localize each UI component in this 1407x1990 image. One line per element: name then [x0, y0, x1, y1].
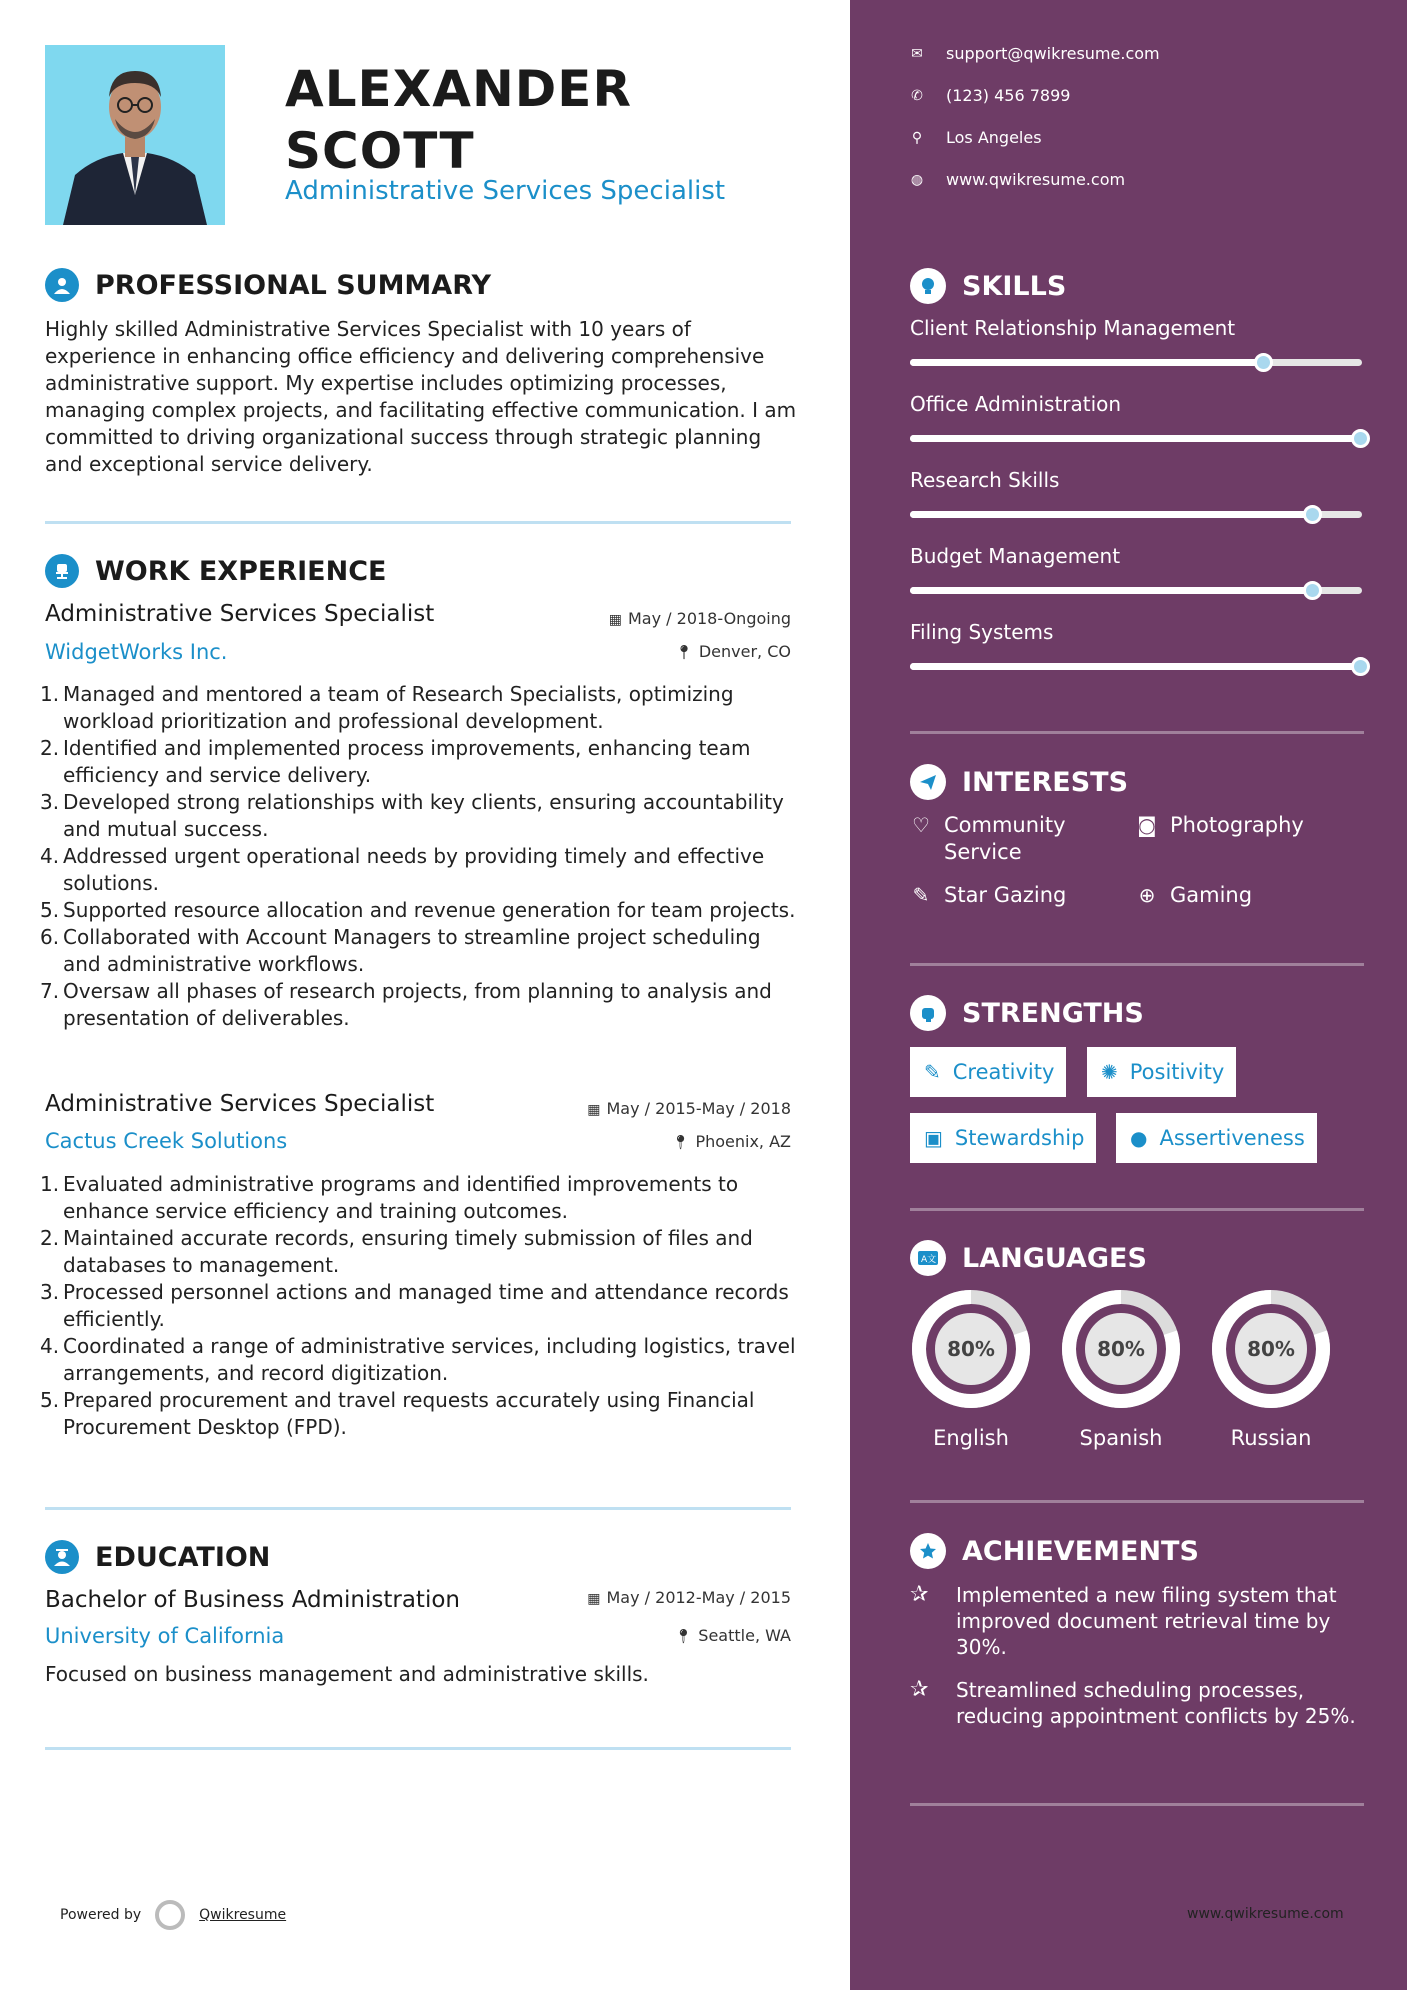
language-name: Spanish: [1079, 1426, 1163, 1450]
summary-text: Highly skilled Administrative Services Specialist with 10 years of experience in enhancing office efficiency and delivering comprehensive administrative support. My expertise includes optimizing processes, managing complex projects, and facilitating effective communication. I am committed to driving organizational success through strategic planning and exceptional service delivery.: [45, 317, 797, 476]
skill-bar-knob: [1351, 429, 1370, 448]
paper-plane-icon: [910, 764, 946, 800]
contact-website[interactable]: ◍ www.qwikresume.com: [910, 170, 1126, 189]
user-icon: [45, 268, 79, 302]
pin-icon: 📍︎: [674, 1629, 693, 1645]
name-line-1: ALEXANDER: [285, 60, 632, 118]
skill-bar-fill: [910, 511, 1312, 518]
list-item: 1. Managed and mentored a team of Research Specialists, optimizing workload prioritization and professional development.: [40, 682, 734, 733]
languages-title: LANGUAGES: [962, 1242, 1147, 1274]
skills-title: SKILLS: [962, 270, 1067, 302]
achievements-title: ACHIEVEMENTS: [962, 1535, 1199, 1567]
skill-bar-knob: [1303, 581, 1322, 600]
divider: [910, 1803, 1364, 1806]
name-line-2: SCOTT: [285, 122, 475, 180]
list-item: 6. Collaborated with Account Managers to streamline project scheduling and administrative workflows.: [40, 925, 761, 976]
job-title: Administrative Services Specialist: [45, 601, 435, 627]
achievement-item: ✰ Streamlined scheduling processes, reducing appointment conflicts by 25%.: [910, 1677, 1356, 1728]
divider: [45, 1507, 791, 1510]
education-heading: [45, 1540, 270, 1574]
star-icon: ✰: [910, 1582, 929, 1607]
skills-heading: [910, 268, 1066, 304]
list-item: 1. Evaluated administrative programs and identified improvements to enhance service efficiency and training outcomes.: [40, 1172, 739, 1223]
skill-bar-fill: [910, 663, 1362, 670]
achievement-item: ✰ Implemented a new filing system that improved document retrieval time by 30%.: [910, 1582, 1337, 1659]
candidate-role: Administrative Services Specialist: [285, 176, 726, 206]
contact-phone[interactable]: ✆ (123) 456 7899: [911, 86, 1071, 105]
calendar-icon: ▦: [608, 612, 622, 628]
degree: Bachelor of Business Administration: [45, 1587, 460, 1613]
list-item: 5. Supported resource allocation and revenue generation for team projects.: [40, 898, 796, 922]
language-ring: [910, 1288, 1032, 1410]
job-company: Cactus Creek Solutions: [45, 1129, 288, 1153]
skill-label: Research Skills: [910, 468, 1060, 492]
skill-bar: [910, 587, 1362, 594]
briefcase-icon: ▣: [924, 1126, 943, 1150]
star-icon: ✰: [910, 1677, 929, 1702]
globe-icon: ◍: [910, 171, 924, 188]
divider: [910, 731, 1364, 734]
calendar-icon: ▦: [587, 1102, 601, 1118]
list-item: 5. Prepared procurement and travel requests accurately using Financial Procurement Desktop (FPD).: [40, 1388, 755, 1439]
strength-assertiveness: ● Assertiveness: [1116, 1113, 1317, 1163]
skill-label: Client Relationship Management: [910, 316, 1236, 340]
paintbrush-icon: ✎: [924, 1060, 941, 1084]
education-title: EDUCATION: [95, 1541, 271, 1573]
divider: [45, 1747, 791, 1750]
list-item: 2. Identified and implemented process improvements, enhancing team efficiency and service delivery.: [40, 736, 751, 787]
divider: [910, 1208, 1364, 1211]
language-percent: 80%: [1247, 1337, 1295, 1361]
qwikresume-logo-icon: [155, 1900, 185, 1930]
skill-bar-knob: [1254, 353, 1273, 372]
avatar: [45, 45, 225, 225]
profile-photo: [45, 45, 225, 225]
language-percent: 80%: [1097, 1337, 1145, 1361]
powered-by-label: Powered by: [60, 1907, 142, 1923]
skill-bar: [910, 435, 1362, 442]
graduate-icon: [45, 1540, 79, 1574]
list-item: 3. Developed strong relationships with key clients, ensuring accountability and mutual success.: [40, 790, 784, 841]
interest-photography: ◙ Photography: [1137, 813, 1304, 837]
handshake-icon: ♡: [912, 813, 930, 837]
language-spanish: [1060, 1288, 1182, 1450]
pin-icon: 📍︎: [671, 1135, 690, 1151]
job-bullets: [40, 681, 800, 1032]
gamepad-icon: ⊕: [1138, 883, 1156, 907]
job-title: Administrative Services Specialist: [45, 1091, 435, 1117]
svg-text:A文: A文: [921, 1255, 937, 1265]
language-ring: [1210, 1288, 1332, 1410]
gear-icon: ✺: [1101, 1060, 1118, 1084]
qwikresume-link[interactable]: Qwikresume: [199, 1907, 287, 1923]
envelope-icon: ✉: [911, 45, 923, 62]
powered-by: [60, 1900, 286, 1930]
language-english: [910, 1288, 1032, 1450]
phone-icon: ✆: [911, 87, 923, 104]
exclamation-icon: ●: [1130, 1126, 1148, 1150]
language-ring: [1060, 1288, 1182, 1410]
education-date: ▦ May / 2012-May / 2015: [587, 1588, 791, 1607]
translate-icon: [910, 1240, 946, 1276]
list-item: 4. Addressed urgent operational needs by providing timely and effective solutions.: [40, 844, 765, 895]
list-item: 4. Coordinated a range of administrative services, including logistics, travel arrangements, and record digitization.: [40, 1334, 796, 1385]
star-badge-icon: [910, 1533, 946, 1569]
interests-title: INTERESTS: [962, 766, 1129, 798]
language-name: Russian: [1230, 1426, 1312, 1450]
list-item: 2. Maintained accurate records, ensuring timely submission of files and databases to management.: [40, 1226, 753, 1277]
summary-heading: [45, 268, 491, 302]
skill-label: Filing Systems: [910, 620, 1054, 644]
language-name: English: [933, 1426, 1009, 1450]
job-date: ▦ May / 2015-May / 2018: [587, 1099, 791, 1118]
strengths-heading: [910, 995, 1144, 1031]
interest-star-gazing: ✎ Star Gazing: [910, 882, 1066, 909]
contact-location: ⚲ Los Angeles: [911, 128, 1042, 147]
strength-positivity: ✺ Positivity: [1087, 1047, 1236, 1097]
list-item: 7. Oversaw all phases of research projects, from planning to analysis and presentation of deliverables.: [40, 979, 772, 1030]
map-marker-icon: ⚲: [911, 129, 923, 146]
interests-heading: [910, 764, 1128, 800]
work-title: WORK EXPERIENCE: [95, 555, 387, 587]
school: University of California: [45, 1624, 285, 1648]
languages-heading: [910, 1240, 1147, 1276]
language-russian: [1210, 1288, 1332, 1450]
skill-bar: [910, 663, 1362, 670]
contact-email[interactable]: ✉ support@qwikresume.com: [911, 44, 1160, 63]
list-item: 3. Processed personnel actions and managed time and attendance records efficiently.: [40, 1280, 789, 1331]
job-company: WidgetWorks Inc.: [45, 640, 228, 664]
lightbulb-icon: [910, 268, 946, 304]
strength-stewardship: ▣ Stewardship: [910, 1113, 1096, 1163]
skill-bar-knob: [1303, 505, 1322, 524]
footer-website[interactable]: www.qwikresume.com: [1187, 1906, 1344, 1922]
interest-gaming: ⊕ Gaming: [1136, 882, 1252, 909]
divider: [45, 521, 791, 524]
fist-icon: [910, 995, 946, 1031]
job-bullets: [40, 1171, 800, 1441]
education-location: 📍︎ Seattle, WA: [674, 1626, 791, 1645]
education-description: Focused on business management and administrative skills.: [45, 1662, 649, 1686]
achievements-heading: [910, 1533, 1199, 1569]
pin-icon: 📍︎: [675, 645, 693, 661]
skill-bar: [910, 511, 1362, 518]
skill-label: Budget Management: [910, 544, 1121, 568]
skill-label: Office Administration: [910, 392, 1122, 416]
skill-bar: [910, 359, 1362, 366]
camera-icon: ◙: [1137, 813, 1157, 837]
job-location: 📍︎ Denver, CO: [675, 642, 791, 661]
interest-community-service: ♡ Community Service: [910, 812, 1100, 866]
candidate-name: [285, 58, 632, 182]
job-date: ▦ May / 2018-Ongoing: [608, 609, 791, 628]
work-heading: [45, 554, 386, 588]
language-percent: 80%: [947, 1337, 995, 1361]
sidebar: [850, 0, 1407, 1990]
strengths-title: STRENGTHS: [962, 997, 1144, 1029]
strength-creativity: ✎ Creativity: [910, 1047, 1066, 1097]
skill-bar-fill: [910, 435, 1362, 442]
summary-title: PROFESSIONAL SUMMARY: [95, 269, 492, 301]
calendar-icon: ▦: [587, 1591, 601, 1607]
skill-bar-fill: [910, 359, 1263, 366]
divider: [910, 1500, 1364, 1503]
skill-bar-knob: [1351, 657, 1370, 676]
chair-icon: [45, 554, 79, 588]
job-location: 📍︎ Phoenix, AZ: [671, 1132, 791, 1151]
skill-bar-fill: [910, 587, 1312, 594]
divider: [910, 963, 1364, 966]
telescope-icon: ✎: [912, 883, 930, 907]
